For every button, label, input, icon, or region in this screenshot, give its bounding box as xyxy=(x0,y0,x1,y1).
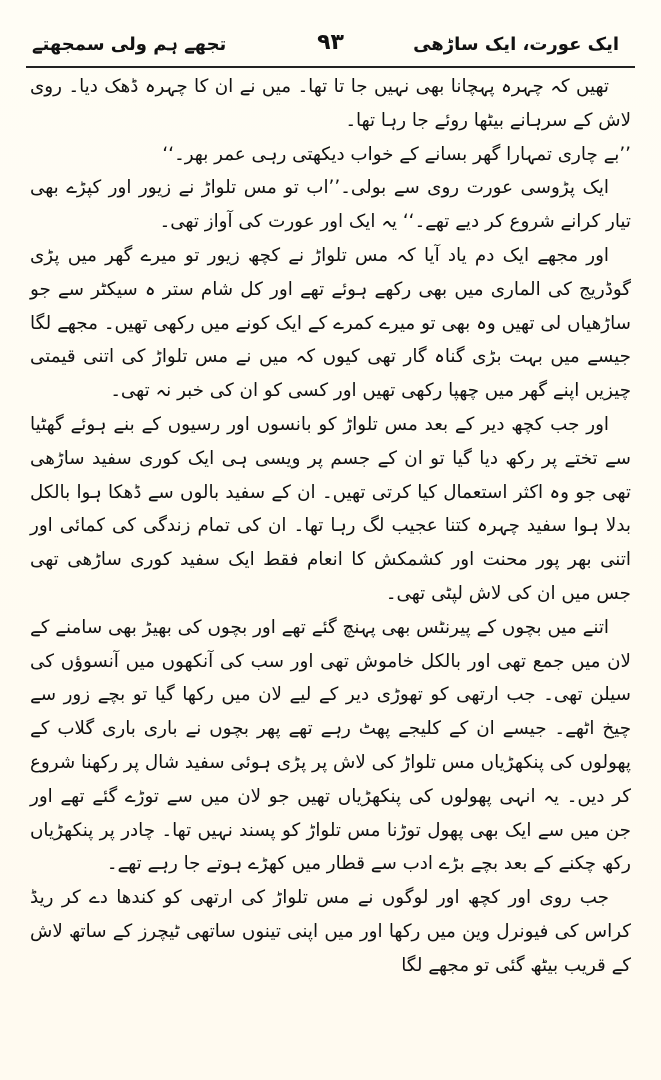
book-title: ایک عورت، ایک ساڑھی xyxy=(413,34,619,55)
paragraph-6: اتنے میں بچوں کے پیرنٹس بھی پہنچ گئے تھے اور بچوں کی بھیڑ بھی سامنے کے لان میں جمع تھی اور بالکل خاموش تھی اور سب کی آنکھوں میں آنسوؤں کی سیلن تھی۔ جب ارتھی کو تھوڑی دیر کے لیے لان میں رکھا گیا تو بچے زور سے چیخ اٹھے۔ جیسے ان کے کلیجے پھٹ رہے تھے پھر بچوں نے باری باری گلاب کے پھولوں کی پنکھڑیاں مس تلواڑ کی لاش پر پڑی ہوئی سفید شال پر رکھنا شروع کر دیں۔ یہ انہی پھولوں کی پنکھڑیاں تھیں جو لان میں سے توڑے گئے تھے اور جن میں سے ایک بھی پھول توڑنا مس تلواڑ کو پسند نہیں تھا۔ چادر پر پنکھڑیاں رکھ چکنے کے بعد بچے بڑے ادب سے قطار میں کھڑے ہوتے جا رہے تھے۔ xyxy=(30,616,631,875)
paragraph-1: تھیں کہ چہرہ پہچانا بھی نہیں جا تا تھا۔ میں نے ان کا چہرہ ڈھک دیا۔ روی لاش کے سرہانے بیٹھا روئے جا رہا تھا۔ xyxy=(30,76,631,131)
paragraph-5: اور جب کچھ دیر کے بعد مس تلواڑ کو بانسوں اور رسیوں کے بنے ہوئے گھٹیا سے تختے پر رکھ دیا گیا تو ان کے جسم پر ویسی ہی ایک کوری سفید ساڑھی تھی جو وہ اکثر استعمال کیا کرتی تھیں۔ ان کے سفید بالوں سے ڈھکا ہوا بالکل بدلا ہوا سفید چہرہ کتنا عجیب لگ رہا تھا۔ ان کی تمام زندگی کی کمائی اور اتنی بھر پور محنت اور کشمکش کا انعام فقط ایک سفید کوری ساڑھی تھی جس میں ان کی لاش لپٹی تھی۔ xyxy=(30,413,631,604)
paragraph-2: ’’بے چاری تمہارا گھر بسانے کے خواب دیکھتی رہی عمر بھر۔‘‘ xyxy=(162,143,631,165)
chapter-title: تجھے ہم ولی سمجھتے xyxy=(32,34,227,55)
page-body xyxy=(30,70,631,1070)
page-header xyxy=(24,30,637,64)
header-divider xyxy=(26,66,635,68)
paragraph-7: جب روی اور کچھ اور لوگوں نے مس تلواڑ کی ارتھی کو کندھا دے کر ریڈ کراس کی فیونرل وین میں رکھا اور میں اپنی تینوں ساتھی ٹیچرز کے ساتھ لاش کے قریب بیٹھ گئی تو مجھے لگا xyxy=(30,887,631,976)
page-number: ۹۳ xyxy=(317,30,344,55)
paragraph-3: ایک پڑوسی عورت روی سے بولی۔’’اب تو مس تلواڑ نے زیور اور کپڑے بھی تیار کرانے شروع کر دیے تھے۔‘‘ یہ ایک اور عورت کی آواز تھی۔ xyxy=(30,177,631,233)
paragraph-4: اور مجھے ایک دم یاد آیا کہ مس تلواڑ نے کچھ زیور تو میرے گھر میں پڑی گوڈریج کی الماری میں بھی رکھے ہوئے تھے اور کل شام ستر ہ سیکٹر سے جو ساڑھیاں لی تھیں وہ بھی تو میرے کمرے کے ایک کونے میں رکھی تھیں۔ مجھے لگا جیسے میں بہت بڑی گناہ گار تھی کیوں کہ میں نے مس تلواڑ کی اتنی قیمتی چیزیں اپنے گھر میں چھپا رکھی تھیں اور کسی کو ان کی خبر نہ تھی۔ xyxy=(30,244,631,402)
